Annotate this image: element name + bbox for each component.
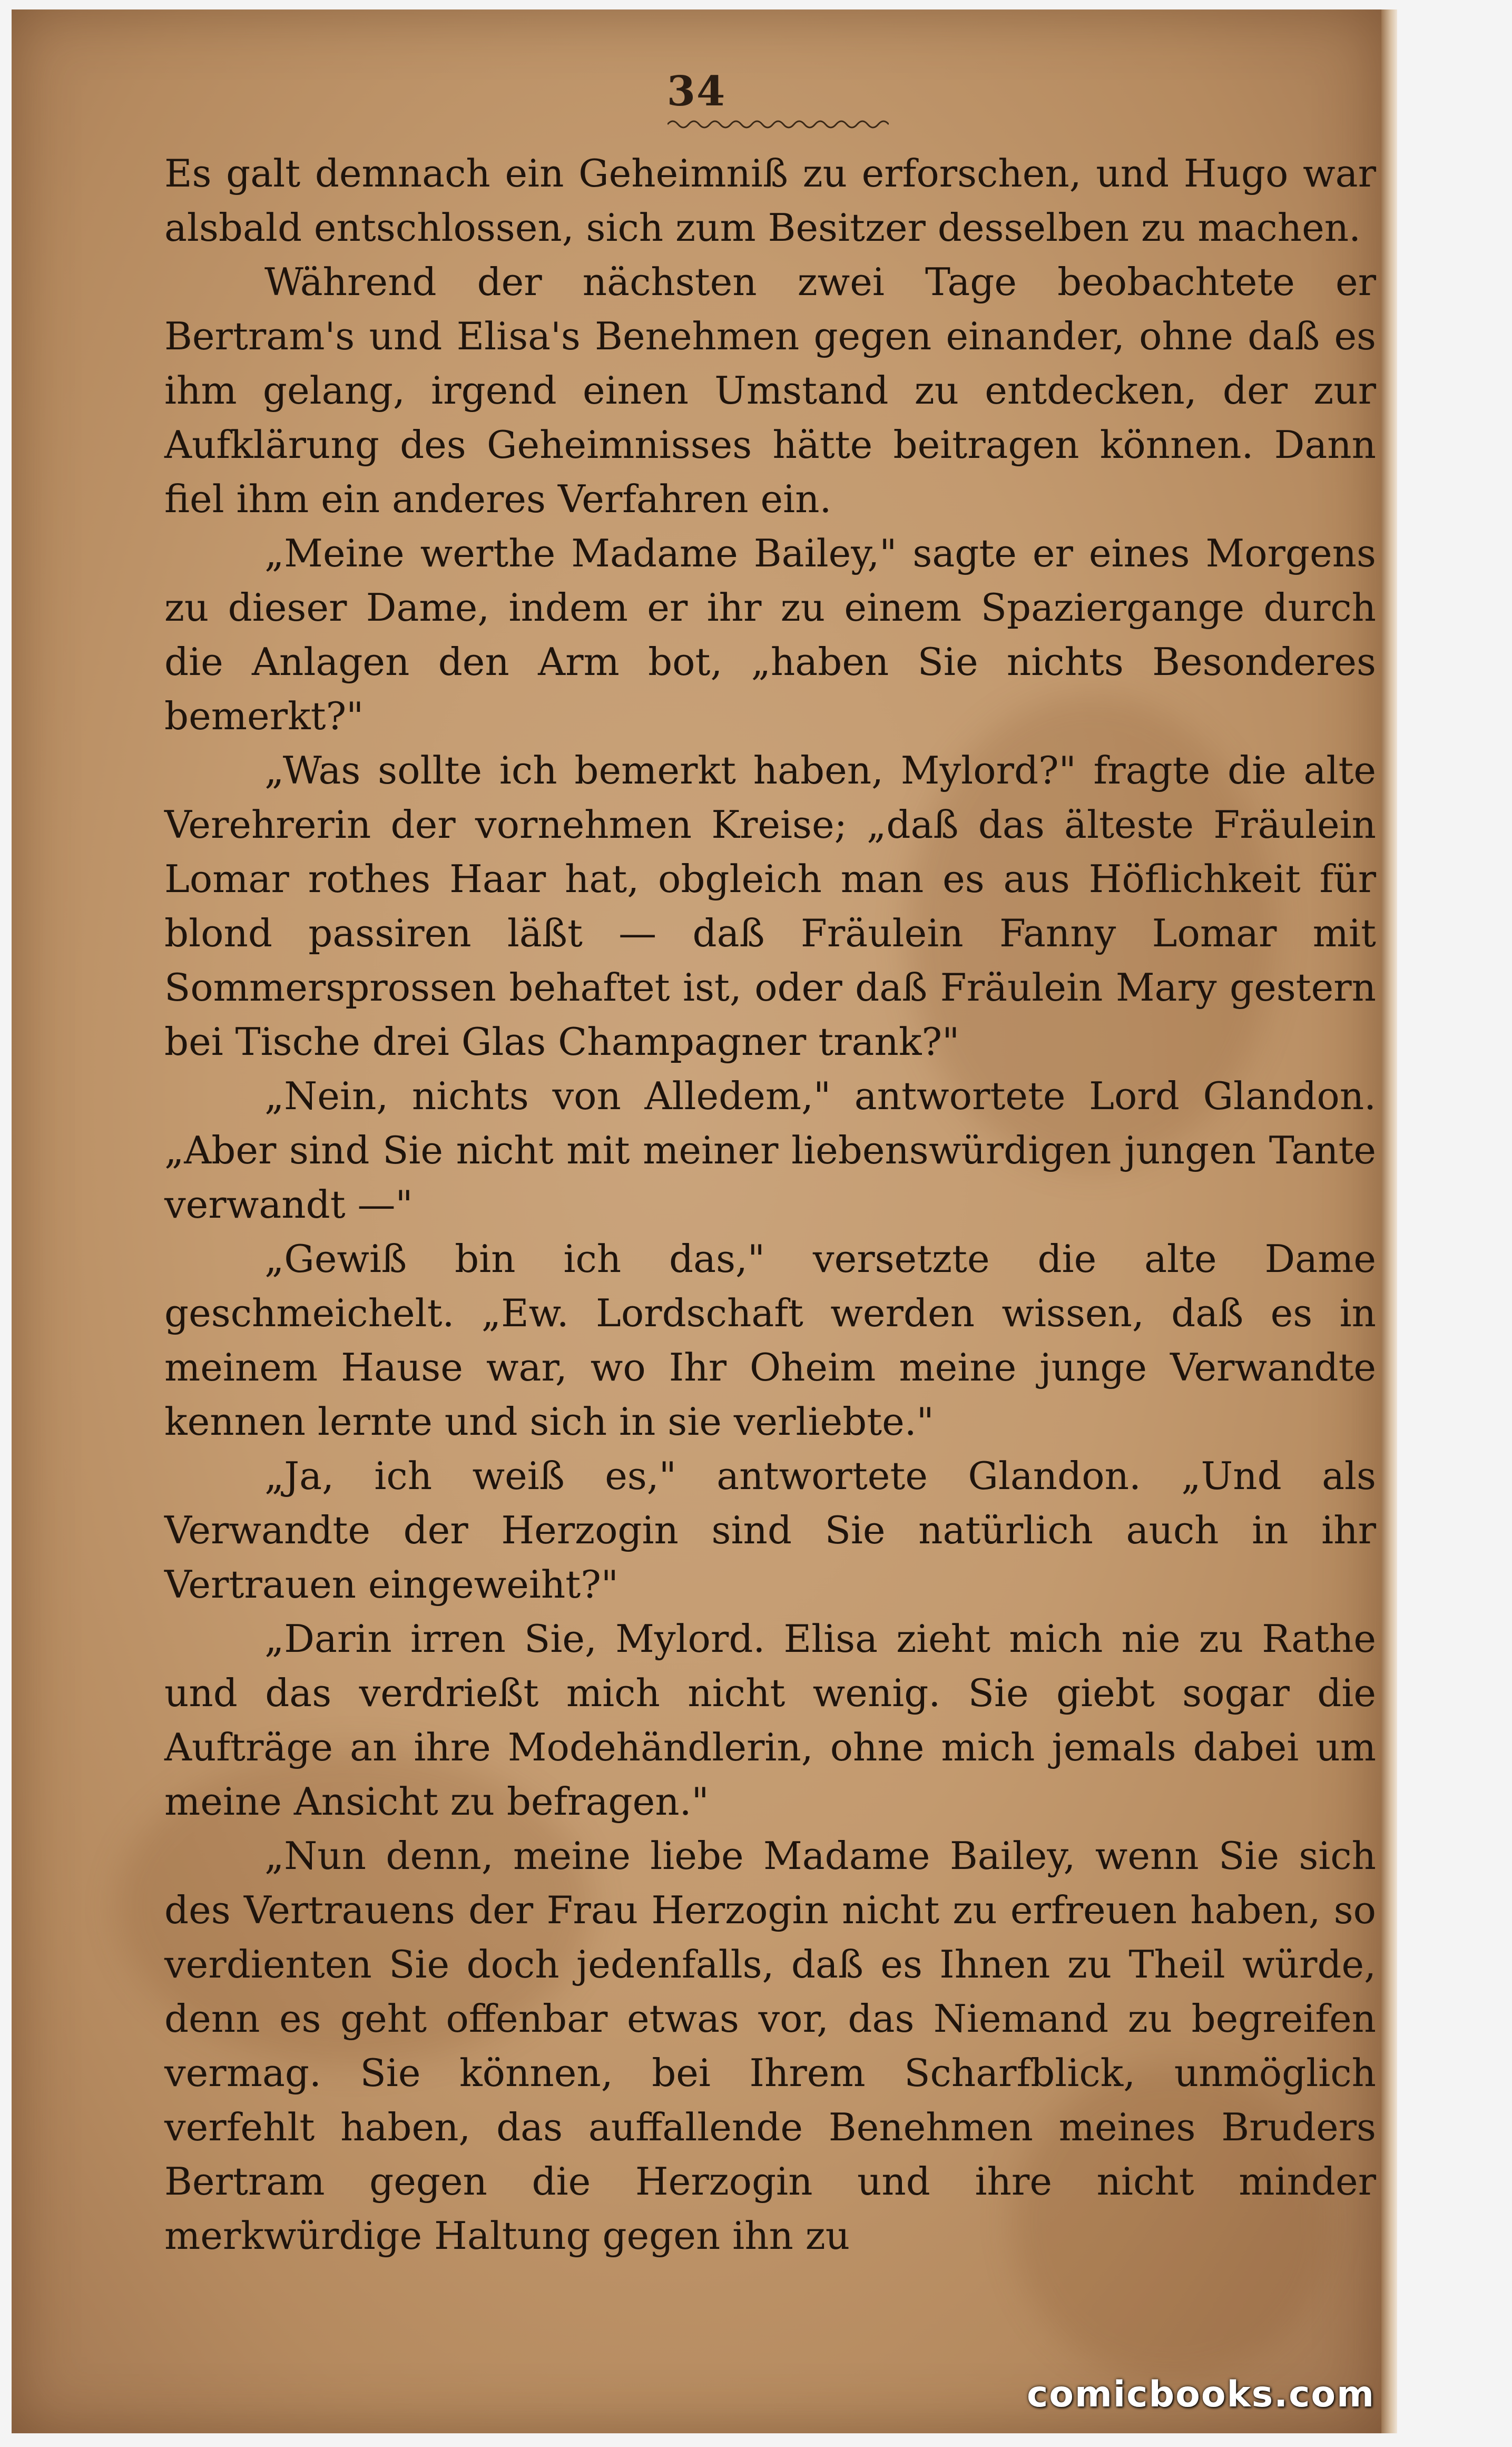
page-number: 34 — [666, 67, 726, 115]
paragraph-6: „Gewiß bin ich das," versetzte die alte Dame geschmeichelt. „Ew. Lordschaft werden wissen, daß es in meinem Hause war, wo Ihr Oheim meine junge Verwandte kennen lernte und sich in sie verliebte." — [164, 1237, 1376, 1444]
paragraph-4: „Was sollte ich bemerkt haben, Mylord?" fragte die alte Verehrerin der vornehmen Kreise; „daß das älteste Fräulein Lomar rothes Haar hat, obgleich man es aus Höflichkeit für blond passiren läßt — daß Fräulein Fanny Lomar mit Sommersprossen behaftet ist, oder daß Fräulein Mary gestern bei Tische drei Glas Champagner trank?" — [164, 748, 1376, 1064]
body-text — [164, 146, 1376, 2263]
page-edge — [1381, 9, 1397, 2433]
book-page — [12, 9, 1381, 2433]
paragraph-8: „Darin irren Sie, Mylord. Elisa zieht mich nie zu Rathe und das verdrießt mich nicht wenig. Sie giebt sogar die Aufträge an ihre Modehändlerin, ohne mich jemals dabei um meine Ansicht zu befragen." — [164, 1617, 1376, 1824]
watermark: comicbooks.com — [1026, 2374, 1375, 2415]
page-number-ornament — [667, 115, 889, 131]
paragraph-7: „Ja, ich weiß es," antwortete Glandon. „Und als Verwandte der Herzogin sind Sie natürlich auch in ihr Vertrauen eingeweiht?" — [164, 1454, 1376, 1607]
paragraph-1: Es galt demnach ein Geheimniß zu erforschen, und Hugo war alsbald entschlossen, sich zum Besitzer desselben zu machen. — [164, 151, 1376, 250]
paragraph-9: „Nun denn, meine liebe Madame Bailey, wenn Sie sich des Vertrauens der Frau Herzogin nicht zu erfreuen haben, so verdienten Sie doch jedenfalls, daß es Ihnen zu Theil würde, denn es geht offenbar etwas vor, das Niemand zu begreifen vermag. Sie können, bei Ihrem Scharfblick, unmöglich verfehlt haben, das auffallende Benehmen meines Bruders Bertram gegen die Herzogin und ihre nicht minder merkwürdige Haltung gegen ihn zu — [164, 1834, 1376, 2258]
paragraph-3: „Meine werthe Madame Bailey," sagte er eines Morgens zu dieser Dame, indem er ihr zu einem Spaziergange durch die Anlagen den Arm bot, „haben Sie nichts Besonderes bemerkt?" — [164, 531, 1376, 738]
paragraph-5: „Nein, nichts von Alledem," antwortete Lord Glandon. „Aber sind Sie nicht mit meiner liebenswürdigen jungen Tante verwandt —" — [164, 1074, 1376, 1227]
paragraph-2: Während der nächsten zwei Tage beobachtete er Bertram's und Elisa's Benehmen gegen einander, ohne daß es ihm gelang, irgend einen Umstand zu entdecken, der zur Aufklärung des Geheimnisses hätte beitragen können. Dann fiel ihm ein anderes Verfahren ein. — [164, 260, 1376, 521]
